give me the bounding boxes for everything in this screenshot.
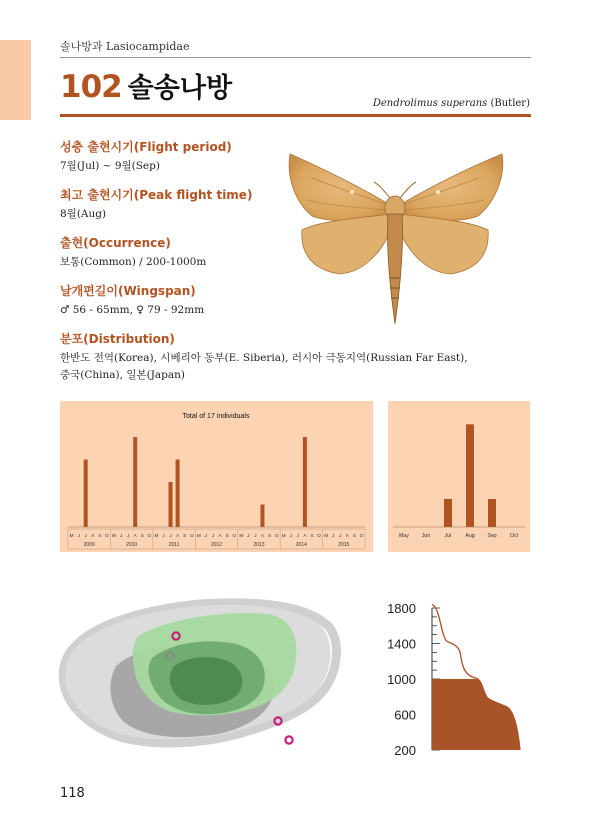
bar — [176, 460, 180, 528]
bar — [303, 437, 307, 527]
month-tick-label: M — [154, 533, 159, 538]
scientific-name — [373, 98, 530, 109]
record-marker-southeast — [285, 736, 292, 743]
month-label: Aug — [465, 533, 475, 539]
month-tick-label: J — [77, 533, 80, 538]
elevation-zone-dark-green — [170, 657, 242, 705]
month-tick-label: S — [225, 533, 229, 538]
bar — [169, 482, 173, 527]
month-tick-label: M — [69, 533, 74, 538]
peak-flight-section — [60, 186, 252, 223]
month-tick-label: O — [359, 533, 364, 538]
month-tick-label: S — [352, 533, 356, 538]
month-tick-label: M — [281, 533, 286, 538]
distribution-value-line2: 중국(China), 일본(Japan) — [60, 369, 186, 381]
peak-flight-label: 최고 출현시기(Peak flight time) — [60, 188, 253, 202]
distribution-section — [60, 330, 468, 384]
month-tick-label: J — [119, 533, 123, 538]
page-number: 118 — [60, 786, 85, 801]
year-label: 2015 — [338, 542, 350, 548]
month-tick-label: S — [183, 533, 187, 538]
month-tick-label: A — [303, 533, 307, 538]
flight-period-label: 성충 출현시기(Flight period) — [60, 140, 232, 154]
month-tick-label: J — [211, 533, 215, 538]
chart-title: Total of 17 individuals — [182, 413, 250, 420]
yearly-occurrence-chart-panel — [60, 401, 373, 552]
elevation-tick-label: 600 — [394, 707, 416, 723]
month-label: Jul — [444, 533, 452, 539]
header-divider — [60, 57, 531, 58]
bar — [84, 460, 88, 528]
occurrence-range-fill — [432, 679, 520, 750]
yearly-occurrence-chart — [60, 401, 373, 552]
peak-flight-value: 8월(Aug) — [60, 208, 107, 220]
month-label: Sep — [487, 533, 497, 539]
year-label: 2009 — [83, 542, 95, 548]
month-tick-label: S — [267, 533, 272, 538]
bar — [488, 499, 496, 527]
month-tick-label: J — [254, 533, 257, 538]
month-tick-label: A — [133, 533, 137, 538]
monthly-occurrence-chart — [388, 401, 530, 552]
month-label: Oct — [509, 533, 519, 539]
elevation-tick-label: 1000 — [387, 672, 416, 687]
bar — [133, 437, 137, 527]
wingspan-label: 날개편길이(Wingspan) — [60, 284, 196, 298]
occurrence-label: 출현(Occurrence) — [60, 236, 171, 250]
elevation-tick-label: 1800 — [387, 601, 416, 616]
family-name-latin: Lasiocampidae — [106, 40, 190, 53]
elevation-tick-label: 1400 — [387, 636, 416, 652]
month-tick-label: J — [247, 533, 250, 538]
month-tick-label: A — [176, 533, 180, 538]
year-label: 2014 — [295, 542, 307, 548]
family-name-ko: 솔나방과 — [60, 40, 103, 53]
month-tick-label: O — [232, 533, 236, 538]
year-label: 2012 — [210, 542, 223, 548]
month-tick-label: J — [169, 533, 172, 538]
occurrence-value: 보통(Common) / 200-1000m — [60, 256, 207, 268]
month-tick-label: J — [126, 533, 130, 538]
elevation-profile-chart — [384, 596, 524, 756]
year-label: 2013 — [253, 542, 265, 548]
month-tick-label: J — [289, 533, 292, 538]
month-tick-label: O — [105, 533, 109, 538]
month-tick-label: O — [189, 533, 194, 538]
elevation-tick-label: 200 — [394, 743, 416, 756]
month-tick-label: O — [274, 533, 279, 538]
month-tick-label: M — [112, 533, 116, 538]
scientific-author: (Butler) — [490, 98, 530, 109]
bar — [260, 505, 264, 528]
section-tab-marker — [0, 40, 31, 120]
species-title — [60, 66, 232, 105]
family-header — [60, 38, 189, 54]
month-tick-label: M — [196, 533, 201, 538]
month-label: Jun — [421, 533, 431, 539]
species-number: 102 — [60, 69, 122, 105]
month-tick-label: A — [260, 533, 265, 538]
scientific-binomial: Dendrolimus superans — [372, 98, 488, 109]
month-tick-label: J — [332, 533, 335, 538]
month-tick-label: S — [140, 533, 144, 538]
title-divider — [60, 114, 531, 117]
monthly-occurrence-chart-panel — [388, 401, 530, 552]
month-tick-label: J — [204, 533, 208, 538]
moth-specimen-image — [282, 148, 508, 326]
wingspan-value: ♂ 56 - 65mm, ♀ 79 - 92mm — [60, 304, 205, 316]
flight-period-section — [60, 138, 232, 175]
month-tick-label: O — [317, 533, 321, 538]
year-label: 2011 — [168, 542, 180, 548]
month-tick-label: M — [324, 533, 329, 538]
month-tick-label: S — [310, 533, 314, 538]
species-name-ko: 솔송나방 — [127, 73, 233, 104]
month-tick-label: S — [98, 533, 102, 538]
occurrence-section — [60, 234, 206, 271]
year-label: 2010 — [126, 542, 138, 548]
month-tick-label: O — [147, 533, 152, 538]
month-tick-label: A — [345, 533, 349, 538]
month-tick-label: A — [218, 533, 222, 538]
flight-period-value: 7월(Jul) ~ 9월(Sep) — [60, 160, 160, 172]
bar — [466, 424, 474, 527]
month-tick-label: J — [84, 533, 87, 538]
month-label: May — [399, 533, 409, 539]
distribution-label: 분포(Distribution) — [60, 332, 175, 346]
month-tick-label: J — [296, 533, 299, 538]
month-tick-label: A — [91, 533, 95, 538]
distribution-value-line1: 한반도 전역(Korea), 시베리아 동부(E. Siberia), 러시아 극동지역(Russian Far East), — [60, 352, 468, 364]
month-tick-label: J — [162, 533, 165, 538]
month-tick-label: M — [239, 533, 244, 538]
month-tick-label: J — [339, 533, 342, 538]
distribution-map — [58, 588, 348, 758]
bar — [444, 499, 452, 527]
wingspan-section — [60, 282, 204, 319]
